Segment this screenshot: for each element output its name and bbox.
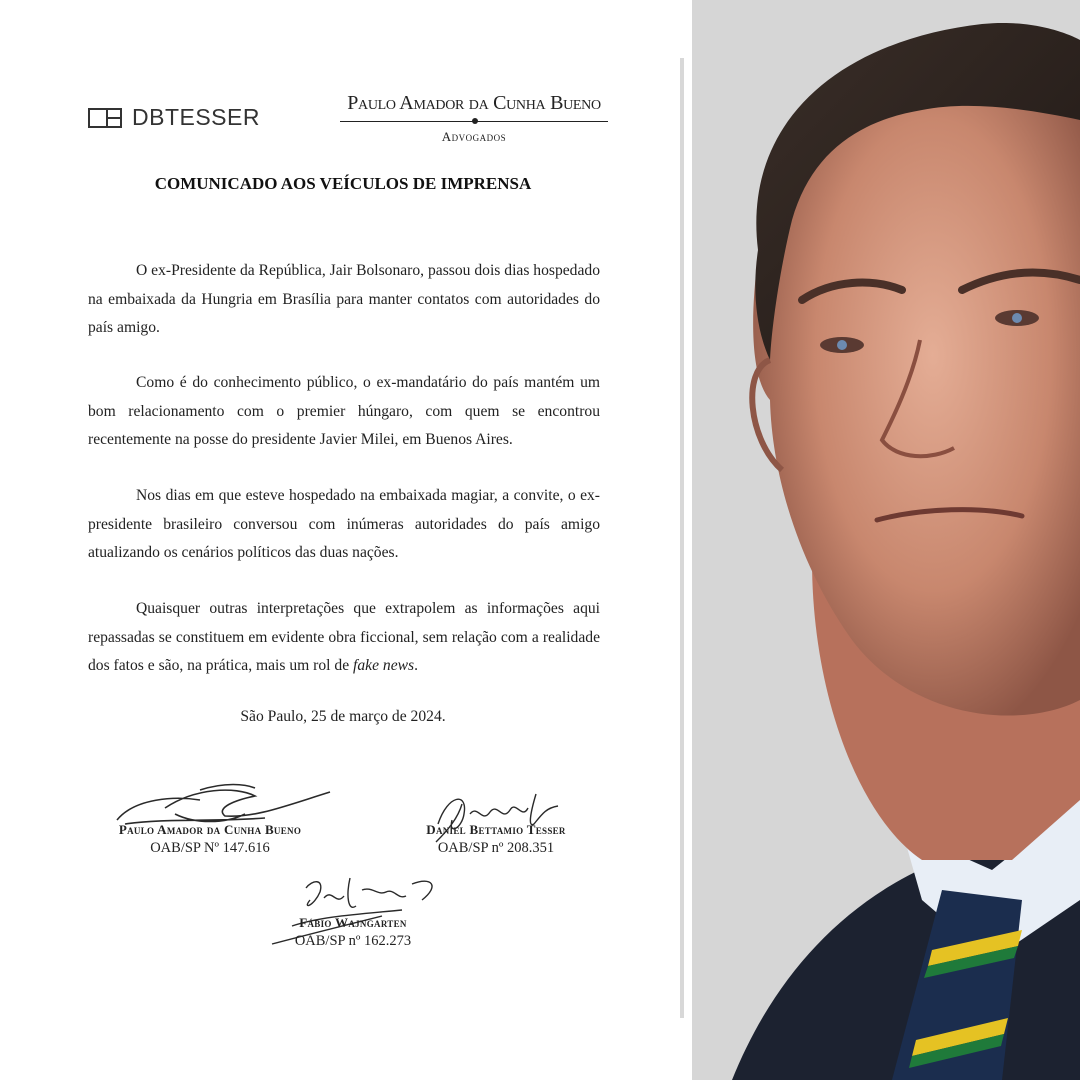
paragraph-text: Como é do conhecimento público, o ex-mandatário do país mantém um bom relacionamento com o premier húngaro, com quem se encontrou recentemente na posse do presidente Javier Milei, em Buenos Aires. — [88, 374, 600, 449]
signatory-name: Fábio Wajngarten — [299, 915, 407, 930]
paragraph-3 — [88, 482, 600, 568]
portrait-photo — [692, 0, 1080, 1080]
signatory-oab: OAB/SP Nº 147.616 — [150, 840, 270, 856]
paragraph-4-end: . — [414, 657, 418, 675]
dbtesser-logo — [88, 104, 260, 131]
page-edge-shadow — [680, 58, 684, 1018]
dbtesser-logo-mark-icon — [88, 108, 122, 128]
signature-block-fabio — [258, 915, 448, 950]
date-line: São Paulo, 25 de março de 2024. — [240, 708, 446, 725]
portrait-illustration — [692, 0, 1080, 1080]
signatory-name: Daniel Bettamio Tesser — [426, 822, 566, 837]
law-firm-logo — [340, 92, 608, 145]
signature-block-paulo — [88, 822, 332, 857]
law-firm-logo-subtitle: Advogados — [441, 129, 507, 144]
signatory-oab: OAB/SP nº 162.273 — [294, 933, 412, 949]
law-firm-logo-name: Paulo Amador da Cunha Bueno — [347, 92, 601, 114]
signatory-name: Paulo Amador da Cunha Bueno — [118, 822, 302, 837]
paragraph-text — [88, 595, 600, 681]
law-firm-logo-divider — [340, 117, 608, 127]
paragraph-4-text: Quaisquer outras interpretações que extrapolem as informações aqui repassadas se constituem em evidente obra ficcional, sem relação com a realidade dos fatos e são, na prática, mais um rol de — [88, 600, 600, 675]
signatory-oab: OAB/SP nº 208.351 — [437, 840, 555, 856]
fake-news-emphasis: fake news — [353, 657, 415, 675]
dbtesser-logo-text: DBTESSER — [132, 104, 260, 130]
paragraph-2 — [88, 369, 600, 455]
document-title: COMUNICADO AOS VEÍCULOS DE IMPRENSA — [154, 174, 532, 193]
signature-block-daniel — [398, 822, 594, 857]
paragraph-1 — [88, 257, 600, 343]
paragraph-text: Nos dias em que esteve hospedado na embaixada magiar, a convite, o ex-presidente brasileiro conversou com inúmeras autoridades do país amigo atualizando os cenários políticos das duas nações. — [88, 487, 600, 562]
paragraph-text: O ex-Presidente da República, Jair Bolsonaro, passou dois dias hospedado na embaixada da Hungria em Brasília para manter contatos com autoridades do país amigo. — [88, 262, 600, 337]
paragraph-4 — [88, 595, 600, 681]
